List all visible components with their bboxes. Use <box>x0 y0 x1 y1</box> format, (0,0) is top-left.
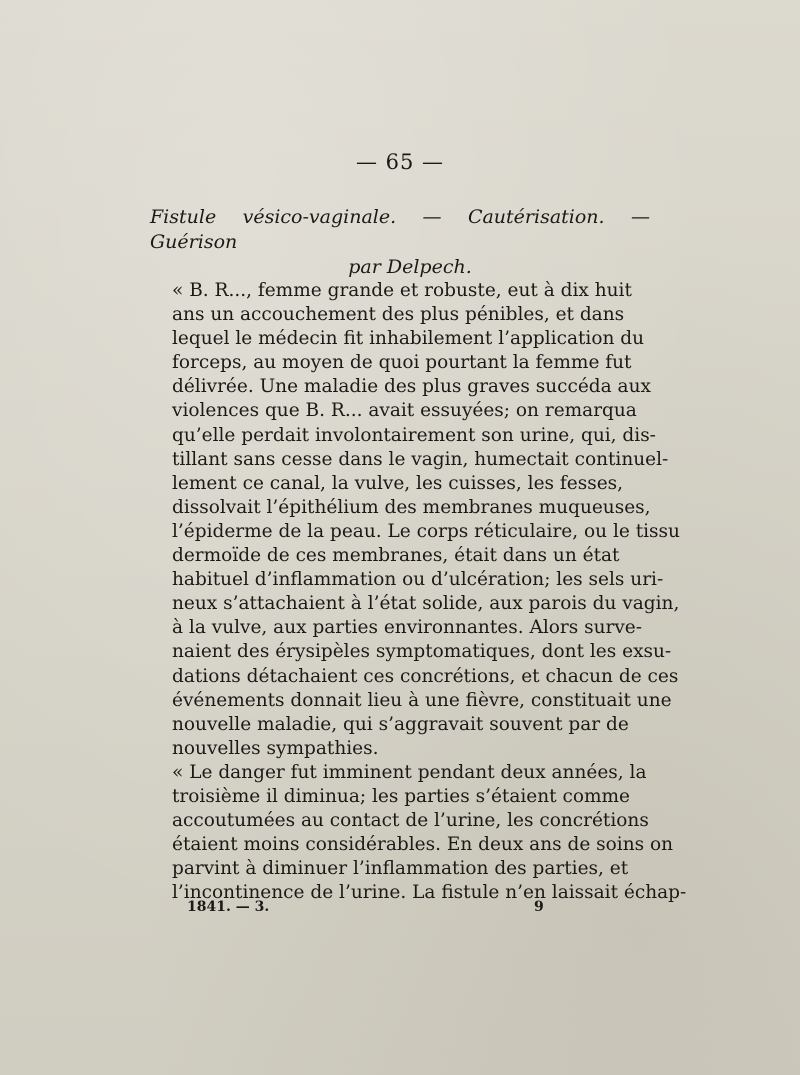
text-line: neux s’attachaient à l’état solide, aux parois du vagin, <box>172 593 680 615</box>
text-line: nouvelles sympathies. <box>172 737 379 759</box>
text-line: violences que B. R... avait essuyées; on remarqua <box>172 400 637 422</box>
text-line: l’épiderme de la peau. Le corps réticulaire, ou le tissu <box>172 520 680 542</box>
text-line: parvint à diminuer l’inflammation des parties, et <box>172 858 629 880</box>
heading-line-2: par Delpech. <box>348 256 472 278</box>
body-text <box>172 279 687 905</box>
text-line: l’incontinence de l’urine. La fistule n’en laissait échap- <box>172 882 687 904</box>
text-line: naient des érysipèles symptomatiques, dont les exsu- <box>172 641 672 663</box>
text-line: « B. R..., femme grande et robuste, eut à dix huit <box>172 280 632 301</box>
text-line: événements donnait lieu à une fièvre, constituait une <box>172 689 672 711</box>
text-line: accoutumées au contact de l’urine, les concrétions <box>172 810 649 832</box>
text-line: délivrée. Une maladie des plus graves succéda aux <box>172 376 651 398</box>
paragraph-1 <box>172 279 680 761</box>
text-line: lequel le médecin fit inhabilement l’application du <box>172 328 645 350</box>
sheet-number: 9 <box>534 899 544 915</box>
text-line: à la vulve, aux parties environnantes. Alors surve- <box>172 617 642 639</box>
text-line: étaient moins considérables. En deux ans de soins on <box>172 834 674 856</box>
text-line: ans un accouchement des plus pénibles, et dans <box>172 304 625 326</box>
text-line: habituel d’inflammation ou d’ulcération; les sels uri- <box>172 569 664 591</box>
text-line: qu’elle perdait involontairement son urine, qui, dis- <box>172 424 656 446</box>
text-line: lement ce canal, la vulve, les cuisses, les fesses, <box>172 472 624 494</box>
text-line: forceps, au moyen de quoi pourtant la femme fut <box>172 352 632 374</box>
text-line: tillant sans cesse dans le vagin, humectait continuel- <box>172 448 669 470</box>
text-line: troisième il diminua; les parties s’étaient comme <box>172 785 631 807</box>
text-line: « Le danger fut imminent pendant deux années, la <box>172 761 647 783</box>
text-line: dissolvait l’épithélium des membranes muqueuses, <box>172 496 651 518</box>
page-number: — 65 — <box>355 150 445 174</box>
text-line: dations détachaient ces concrétions, et chacun de ces <box>172 665 679 687</box>
paragraph-2 <box>172 761 687 906</box>
text-line: dermoïde de ces membranes, était dans un état <box>172 545 620 567</box>
printer-signature: 1841. — 3. <box>187 899 270 915</box>
heading-line-1: Fistule vésico-vaginale. — Cautérisation. — Guérison <box>150 206 650 253</box>
text-line: nouvelle maladie, qui s’aggravait souvent par de <box>172 713 629 735</box>
section-heading <box>150 205 650 280</box>
